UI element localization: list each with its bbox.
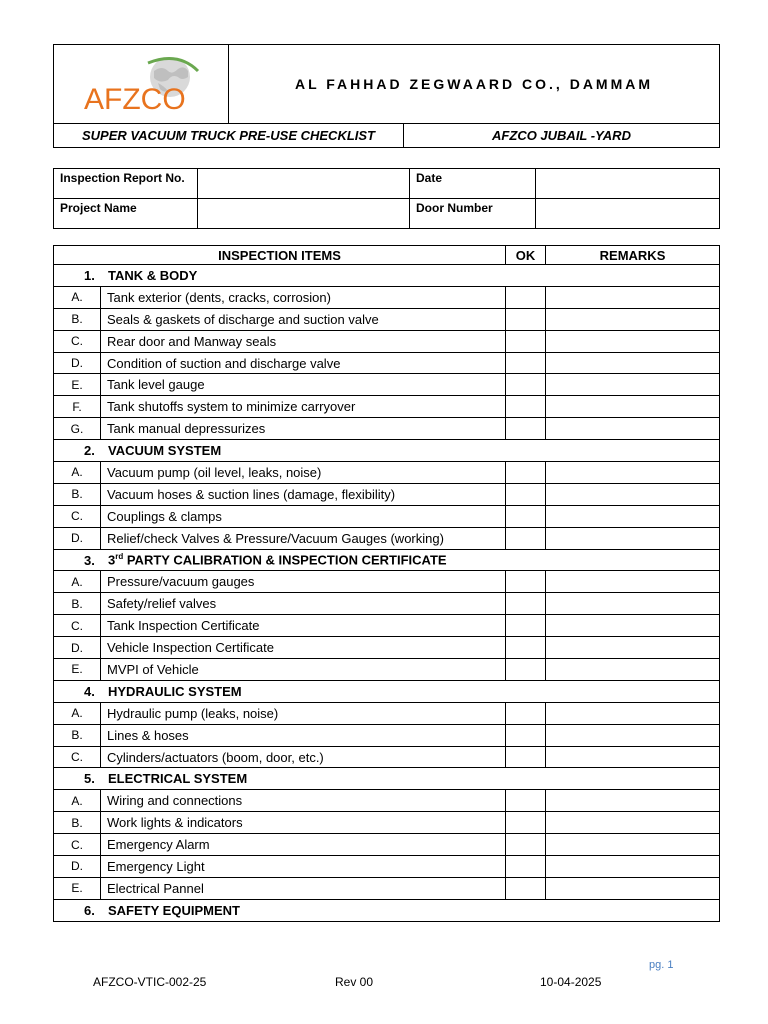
item-text: Emergency Light (101, 856, 506, 878)
item-text: Relief/check Valves & Pressure/Vacuum Gauges (working) (101, 527, 506, 549)
item-letter: E. (54, 659, 101, 681)
checklist-row (54, 483, 720, 505)
item-letter: A. (54, 702, 101, 724)
checklist-row (54, 877, 720, 899)
item-text: Condition of suction and discharge valve (101, 352, 506, 374)
ok-cell[interactable] (506, 790, 546, 812)
ok-cell[interactable] (506, 724, 546, 746)
checklist-row (54, 593, 720, 615)
header-remarks: REMARKS (546, 246, 720, 265)
ok-cell[interactable] (506, 483, 546, 505)
remarks-cell[interactable] (546, 374, 720, 396)
ok-cell[interactable] (506, 527, 546, 549)
ok-cell[interactable] (506, 462, 546, 484)
section-row (54, 768, 720, 790)
item-letter: D. (54, 527, 101, 549)
date-field[interactable] (536, 169, 720, 199)
revision: Rev 00 (335, 975, 374, 989)
checklist-row (54, 286, 720, 308)
project-name-label: Project Name (54, 199, 198, 229)
section-title (54, 680, 720, 702)
remarks-cell[interactable] (546, 571, 720, 593)
ok-cell[interactable] (506, 615, 546, 637)
remarks-cell[interactable] (546, 877, 720, 899)
document-number: AFZCO-VTIC-002-25 (93, 975, 207, 989)
remarks-cell[interactable] (546, 659, 720, 681)
checklist-row (54, 330, 720, 352)
item-letter: E. (54, 877, 101, 899)
item-letter: B. (54, 724, 101, 746)
header-ok: OK (506, 246, 546, 265)
item-letter: A. (54, 790, 101, 812)
item-text: Couplings & clamps (101, 505, 506, 527)
checklist-row (54, 505, 720, 527)
ok-cell[interactable] (506, 637, 546, 659)
item-text: Emergency Alarm (101, 834, 506, 856)
ok-cell[interactable] (506, 834, 546, 856)
remarks-cell[interactable] (546, 308, 720, 330)
remarks-cell[interactable] (546, 593, 720, 615)
item-text: MVPI of Vehicle (101, 659, 506, 681)
checklist-row (54, 527, 720, 549)
ok-cell[interactable] (506, 352, 546, 374)
item-letter: C. (54, 505, 101, 527)
checklist-row (54, 374, 720, 396)
item-text: Pressure/vacuum gauges (101, 571, 506, 593)
section-title-prefix: 3 (108, 552, 116, 568)
section-number: 6. (84, 902, 95, 918)
item-text: Tank exterior (dents, cracks, corrosion) (101, 286, 506, 308)
checklist-row (54, 856, 720, 878)
ok-cell[interactable] (506, 330, 546, 352)
checklist-row (54, 637, 720, 659)
item-letter: A. (54, 286, 101, 308)
section-title-text: ELECTRICAL SYSTEM (108, 771, 248, 787)
issue-date: 10-04-2025 (540, 975, 602, 989)
section-number: 2. (84, 443, 95, 459)
item-text: Safety/relief valves (101, 593, 506, 615)
section-title-text: SAFETY EQUIPMENT (108, 902, 240, 918)
checklist-row (54, 418, 720, 440)
checklist-title: SUPER VACUUM TRUCK PRE-USE CHECKLIST (54, 124, 404, 147)
ok-cell[interactable] (506, 659, 546, 681)
remarks-cell[interactable] (546, 615, 720, 637)
checklist-row (54, 790, 720, 812)
checklist-row (54, 746, 720, 768)
checklist-row (54, 659, 720, 681)
door-number-label: Door Number (410, 199, 536, 229)
item-letter: C. (54, 615, 101, 637)
report-no-label: Inspection Report No. (54, 169, 198, 199)
remarks-cell[interactable] (546, 527, 720, 549)
item-text: Vehicle Inspection Certificate (101, 637, 506, 659)
item-text: Tank manual depressurizes (101, 418, 506, 440)
section-title-text: PARTY CALIBRATION & INSPECTION CERTIFICATE (123, 552, 447, 568)
remarks-cell[interactable] (546, 702, 720, 724)
section-title (54, 768, 720, 790)
item-letter: B. (54, 812, 101, 834)
item-text: Work lights & indicators (101, 812, 506, 834)
item-letter: G. (54, 418, 101, 440)
afzco-logo (78, 53, 203, 115)
item-letter: B. (54, 593, 101, 615)
item-text: Tank shutoffs system to minimize carryover (101, 396, 506, 418)
header-row-2 (54, 123, 719, 147)
ok-cell[interactable] (506, 702, 546, 724)
item-letter: C. (54, 746, 101, 768)
logo-cell (54, 45, 229, 123)
remarks-cell[interactable] (546, 418, 720, 440)
ok-cell[interactable] (506, 812, 546, 834)
remarks-cell[interactable] (546, 286, 720, 308)
item-text: Cylinders/actuators (boom, door, etc.) (101, 746, 506, 768)
ok-cell[interactable] (506, 286, 546, 308)
remarks-cell[interactable] (546, 834, 720, 856)
checklist-row (54, 724, 720, 746)
inspection-table-header (54, 246, 720, 265)
inspection-table (53, 245, 720, 922)
item-letter: F. (54, 396, 101, 418)
ok-cell[interactable] (506, 746, 546, 768)
checklist-row (54, 462, 720, 484)
remarks-cell[interactable] (546, 483, 720, 505)
remarks-cell[interactable] (546, 790, 720, 812)
ok-cell[interactable] (506, 308, 546, 330)
item-letter: C. (54, 330, 101, 352)
checklist-row (54, 702, 720, 724)
section-title-text: TANK & BODY (108, 267, 198, 283)
inspection-table-body (54, 265, 720, 922)
item-letter: A. (54, 571, 101, 593)
remarks-cell[interactable] (546, 462, 720, 484)
project-name-field[interactable] (198, 199, 410, 229)
item-text: Wiring and connections (101, 790, 506, 812)
section-number: 5. (84, 771, 95, 787)
section-title (54, 549, 720, 571)
svg-text:AFZCO: AFZCO (84, 83, 186, 115)
ok-cell[interactable] (506, 877, 546, 899)
checklist-row (54, 352, 720, 374)
item-text: Tank level gauge (101, 374, 506, 396)
section-row (54, 265, 720, 287)
section-row (54, 549, 720, 571)
ok-cell[interactable] (506, 396, 546, 418)
item-text: Vacuum pump (oil level, leaks, noise) (101, 462, 506, 484)
remarks-cell[interactable] (546, 352, 720, 374)
remarks-cell[interactable] (546, 396, 720, 418)
item-letter: E. (54, 374, 101, 396)
section-title (54, 899, 720, 921)
item-text: Hydraulic pump (leaks, noise) (101, 702, 506, 724)
checklist-row (54, 571, 720, 593)
remarks-cell[interactable] (546, 724, 720, 746)
checklist-row (54, 834, 720, 856)
section-row (54, 680, 720, 702)
ok-cell[interactable] (506, 505, 546, 527)
ok-cell[interactable] (506, 571, 546, 593)
item-text: Electrical Pannel (101, 877, 506, 899)
item-letter: D. (54, 352, 101, 374)
remarks-cell[interactable] (546, 637, 720, 659)
item-text: Rear door and Manway seals (101, 330, 506, 352)
report-info-table (53, 168, 720, 229)
section-row (54, 899, 720, 921)
section-title-superscript: rd (115, 552, 124, 562)
section-title-text: HYDRAULIC SYSTEM (108, 683, 242, 699)
item-text: Vacuum hoses & suction lines (damage, flexibility) (101, 483, 506, 505)
item-letter: B. (54, 483, 101, 505)
checklist-row (54, 812, 720, 834)
item-text: Tank Inspection Certificate (101, 615, 506, 637)
door-number-field[interactable] (536, 199, 720, 229)
checklist-row (54, 396, 720, 418)
item-text: Lines & hoses (101, 724, 506, 746)
item-letter: C. (54, 834, 101, 856)
remarks-cell[interactable] (546, 812, 720, 834)
checklist-row (54, 308, 720, 330)
checklist-row (54, 615, 720, 637)
remarks-cell[interactable] (546, 330, 720, 352)
item-letter: B. (54, 308, 101, 330)
section-number: 4. (84, 683, 95, 699)
item-text: Seals & gaskets of discharge and suction valve (101, 308, 506, 330)
ok-cell[interactable] (506, 418, 546, 440)
section-row (54, 440, 720, 462)
section-title (54, 440, 720, 462)
site-name: AFZCO JUBAIL -YARD (492, 128, 631, 143)
report-no-field[interactable] (198, 169, 410, 199)
remarks-cell[interactable] (546, 746, 720, 768)
company-name: AL FAHHAD ZEGWAARD CO., DAMMAM (294, 76, 654, 92)
ok-cell[interactable] (506, 593, 546, 615)
section-number: 1. (84, 267, 95, 283)
item-letter: D. (54, 856, 101, 878)
document-header (53, 44, 720, 148)
remarks-cell[interactable] (546, 856, 720, 878)
item-letter: D. (54, 637, 101, 659)
section-number: 3. (84, 552, 95, 568)
page-number: pg. 1 (649, 959, 674, 971)
item-letter: A. (54, 462, 101, 484)
header-inspection-items: INSPECTION ITEMS (54, 246, 506, 265)
remarks-cell[interactable] (546, 505, 720, 527)
section-title (54, 265, 720, 287)
ok-cell[interactable] (506, 374, 546, 396)
date-label: Date (410, 169, 536, 199)
section-title-text: VACUUM SYSTEM (108, 443, 222, 459)
ok-cell[interactable] (506, 856, 546, 878)
